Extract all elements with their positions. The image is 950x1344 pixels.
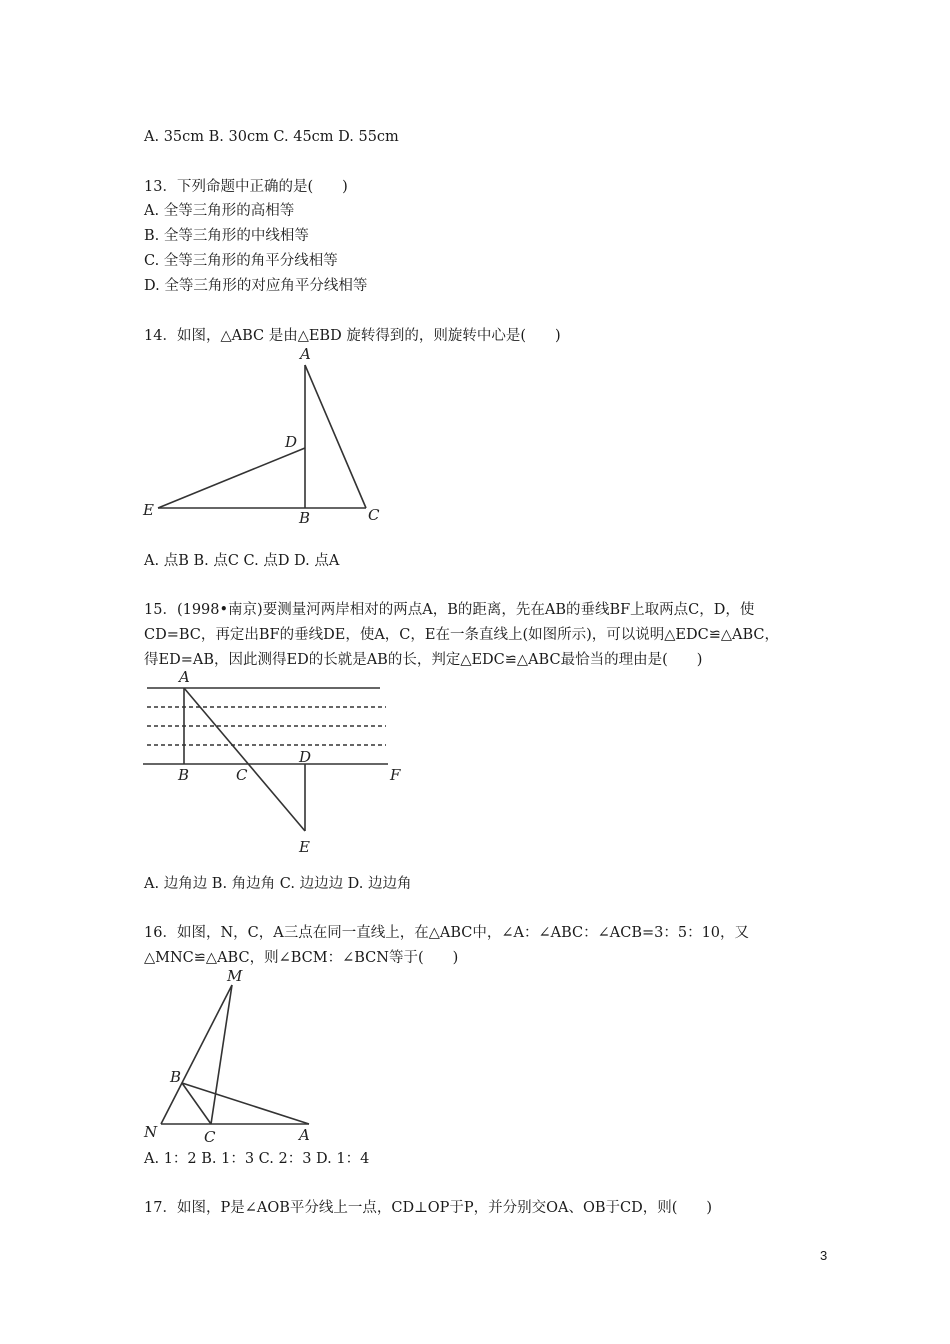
q14-label-a: A <box>300 345 311 363</box>
q16-stem-line-2: △MNC≌△ABC，则∠BCM：∠BCN等于( ) <box>144 950 459 966</box>
q14-label-c: C <box>368 506 380 524</box>
q16-options: A. 1：2 B. 1：3 C. 2：3 D. 1：4 <box>144 1151 370 1167</box>
q15-label-e: E <box>299 838 310 856</box>
q13-option-d: D. 全等三角形的对应角平分线相等 <box>144 278 368 294</box>
q15-options: A. 边角边 B. 角边角 C. 边边边 D. 边边角 <box>144 876 412 892</box>
q15-stem-line-1: 15．(1998•南京)要测量河两岸相对的两点A，B的距离，先在AB的垂线BF上取两点C，D，使 <box>144 602 755 618</box>
q14-options: A. 点B B. 点C C. 点D D. 点A <box>144 553 340 569</box>
q15-label-f: F <box>390 766 401 784</box>
q16-label-n: N <box>144 1123 158 1141</box>
q13-option-a: A. 全等三角形的高相等 <box>144 203 295 219</box>
q15-stem-line-2: CD=BC，再定出BF的垂线DE，使A，C，E在一条直线上(如图所示)，可以说明△EDC≌△ABC， <box>144 627 780 643</box>
q14-label-e: E <box>143 501 154 519</box>
page-number: 3 <box>820 1248 828 1263</box>
q16-segment-bc <box>182 1083 211 1124</box>
q15-label-d: D <box>299 748 312 766</box>
q16-segment-ba <box>182 1083 309 1124</box>
q16-label-b: B <box>170 1068 182 1086</box>
q12-options: A. 35cm B. 30cm C. 45cm D. 55cm <box>144 129 399 145</box>
q17-stem: 17．如图，P是∠AOB平分线上一点，CD⊥OP于P，并分别交OA、OB于CD，则( ) <box>144 1200 713 1216</box>
q16-stem-line-1: 16．如图，N，C，A三点在同一直线上，在△ABC中，∠A：∠ABC：∠ACB=3：5：10，又 <box>144 925 750 941</box>
q13-option-c: C. 全等三角形的角平分线相等 <box>144 253 338 269</box>
q15-label-a: A <box>179 668 190 686</box>
q14-stem: 14．如图，△ABC 是由△EBD 旋转得到的，则旋转中心是( ) <box>144 328 561 344</box>
q14-label-d: D <box>285 433 298 451</box>
q15-stem-line-3: 得ED=AB，因此测得ED的长就是AB的长，判定△EDC≌△ABC最恰当的理由是( ) <box>144 652 703 668</box>
q13-stem: 13．下列命题中正确的是( ) <box>144 179 348 195</box>
q13-option-b: B. 全等三角形的中线相等 <box>144 228 309 244</box>
q16-label-a: A <box>299 1126 310 1144</box>
q15-label-c: C <box>236 766 248 784</box>
q16-label-m: M <box>227 967 243 985</box>
q16-label-c: C <box>204 1128 216 1146</box>
q14-label-b: B <box>299 509 311 527</box>
q15-label-b: B <box>178 766 190 784</box>
